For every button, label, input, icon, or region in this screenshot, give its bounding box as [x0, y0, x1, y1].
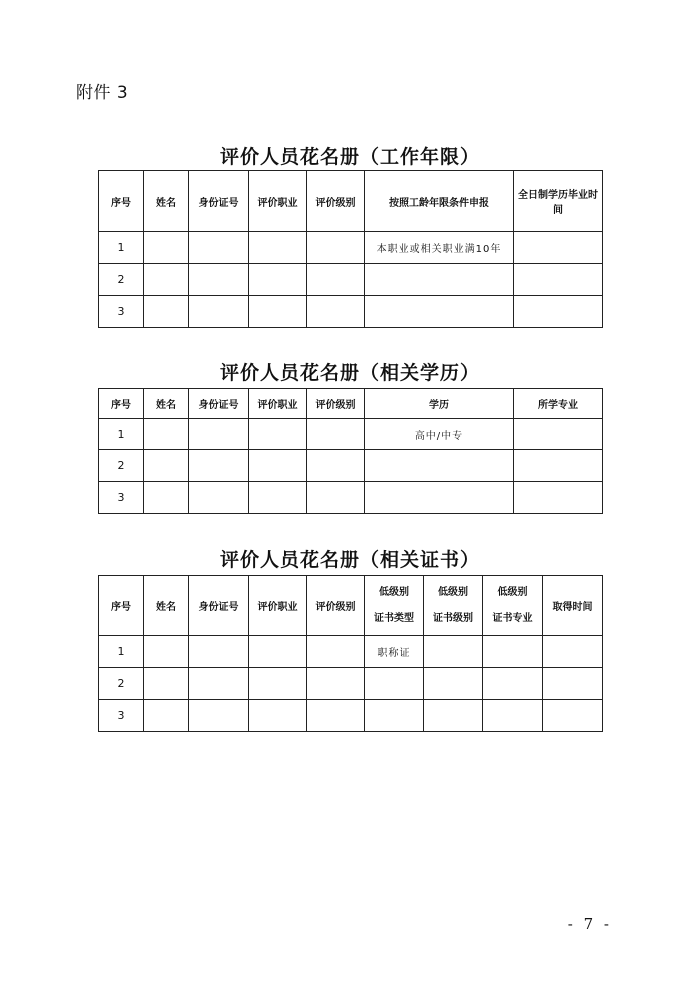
condition-cell[interactable]: [365, 296, 514, 328]
page-number: - 7 -: [567, 915, 612, 933]
roster-table-education: [98, 388, 603, 514]
id-number-cell[interactable]: [189, 700, 249, 732]
header-cell: 评价职业: [249, 171, 307, 232]
row-number-cell: 3: [99, 296, 144, 328]
table-row: [99, 636, 603, 668]
name-cell[interactable]: [144, 264, 189, 296]
condition-cell[interactable]: [365, 264, 514, 296]
table-title-certificates: 评价人员花名册（相关证书）: [219, 549, 480, 571]
row-number-cell: 1: [99, 232, 144, 264]
certificate-level-cell[interactable]: [424, 636, 483, 668]
header-cell: 学历: [365, 389, 514, 419]
id-number-cell[interactable]: [189, 450, 249, 482]
table-row: [99, 700, 603, 732]
table-row: [99, 419, 603, 450]
education-cell[interactable]: [365, 450, 514, 482]
row-number-cell: 1: [99, 419, 144, 450]
id-number-cell[interactable]: [189, 636, 249, 668]
condition-cell[interactable]: 本职业或相关职业满10年: [365, 232, 514, 264]
occupation-cell[interactable]: [249, 482, 307, 514]
header-cell: 序号: [99, 576, 144, 636]
roster-table-work-years: [98, 170, 603, 328]
major-cell[interactable]: [514, 450, 603, 482]
certificate-major-cell[interactable]: [483, 700, 543, 732]
level-cell[interactable]: [307, 296, 365, 328]
certificate-type-cell[interactable]: 职称证: [365, 636, 424, 668]
header-line: 低级别: [379, 586, 409, 598]
header-cell: 全日制学历毕业时间: [514, 171, 603, 232]
header-cell: [424, 576, 483, 636]
education-cell[interactable]: [365, 482, 514, 514]
education-cell[interactable]: 高中/中专: [365, 419, 514, 450]
level-cell[interactable]: [307, 232, 365, 264]
header-line: 证书类型: [374, 612, 414, 624]
id-number-cell[interactable]: [189, 264, 249, 296]
certificate-type-cell[interactable]: [365, 668, 424, 700]
header-cell: 所学专业: [514, 389, 603, 419]
level-cell[interactable]: [307, 636, 365, 668]
graduation-time-cell[interactable]: [514, 232, 603, 264]
header-cell: 评价职业: [249, 576, 307, 636]
header-line: 低级别: [497, 586, 528, 598]
level-cell[interactable]: [307, 700, 365, 732]
table-row: [99, 450, 603, 482]
header-cell: 评价级别: [307, 389, 365, 419]
header-line: 证书专业: [492, 612, 533, 624]
table-row: [99, 232, 603, 264]
attachment-label: 附件 3: [76, 83, 129, 103]
occupation-cell[interactable]: [249, 668, 307, 700]
id-number-cell[interactable]: [189, 232, 249, 264]
header-cell: 评价职业: [249, 389, 307, 419]
certificate-type-cell[interactable]: [365, 700, 424, 732]
header-cell: 身份证号: [189, 576, 249, 636]
header-cell: 身份证号: [189, 389, 249, 419]
name-cell[interactable]: [144, 482, 189, 514]
table-row: [99, 482, 603, 514]
header-cell: 姓名: [144, 389, 189, 419]
occupation-cell[interactable]: [249, 419, 307, 450]
name-cell[interactable]: [144, 700, 189, 732]
table-header-row: [99, 576, 603, 636]
header-cell: 姓名: [144, 576, 189, 636]
obtained-time-cell[interactable]: [543, 668, 603, 700]
certificate-level-cell[interactable]: [424, 700, 483, 732]
table-row: [99, 264, 603, 296]
header-cell: 取得时间: [543, 576, 603, 636]
table-title-work-years: 评价人员花名册（工作年限）: [219, 146, 480, 168]
row-number-cell: 2: [99, 450, 144, 482]
level-cell[interactable]: [307, 668, 365, 700]
name-cell[interactable]: [144, 668, 189, 700]
name-cell[interactable]: [144, 636, 189, 668]
row-number-cell: 3: [99, 700, 144, 732]
table-header-row: [99, 389, 603, 419]
occupation-cell[interactable]: [249, 700, 307, 732]
occupation-cell[interactable]: [249, 296, 307, 328]
name-cell[interactable]: [144, 450, 189, 482]
certificate-level-cell[interactable]: [424, 668, 483, 700]
certificate-major-cell[interactable]: [483, 636, 543, 668]
name-cell[interactable]: [144, 296, 189, 328]
header-cell: [365, 576, 424, 636]
table-row: [99, 668, 603, 700]
occupation-cell[interactable]: [249, 450, 307, 482]
row-number-cell: 3: [99, 482, 144, 514]
occupation-cell[interactable]: [249, 264, 307, 296]
obtained-time-cell[interactable]: [543, 636, 603, 668]
header-cell: 序号: [99, 171, 144, 232]
header-cell: [483, 576, 543, 636]
occupation-cell[interactable]: [249, 232, 307, 264]
header-line: 证书级别: [433, 612, 473, 624]
level-cell[interactable]: [307, 419, 365, 450]
level-cell[interactable]: [307, 482, 365, 514]
graduation-time-cell[interactable]: [514, 296, 603, 328]
header-cell: 身份证号: [189, 171, 249, 232]
table-row: [99, 296, 603, 328]
id-number-cell[interactable]: [189, 296, 249, 328]
header-cell: 评价级别: [307, 576, 365, 636]
roster-table-certificates: [98, 575, 603, 732]
header-line: 低级别: [438, 586, 468, 598]
id-number-cell[interactable]: [189, 668, 249, 700]
major-cell[interactable]: [514, 482, 603, 514]
occupation-cell[interactable]: [249, 636, 307, 668]
table-header-row: [99, 171, 603, 232]
graduation-time-cell[interactable]: [514, 264, 603, 296]
id-number-cell[interactable]: [189, 419, 249, 450]
name-cell[interactable]: [144, 232, 189, 264]
row-number-cell: 2: [99, 668, 144, 700]
certificate-major-cell[interactable]: [483, 668, 543, 700]
level-cell[interactable]: [307, 450, 365, 482]
row-number-cell: 1: [99, 636, 144, 668]
table-title-education: 评价人员花名册（相关学历）: [219, 362, 480, 384]
name-cell[interactable]: [144, 419, 189, 450]
header-cell: 按照工龄年限条件申报: [365, 171, 514, 232]
major-cell[interactable]: [514, 419, 603, 450]
row-number-cell: 2: [99, 264, 144, 296]
header-cell: 评价级别: [307, 171, 365, 232]
header-cell: 序号: [99, 389, 144, 419]
id-number-cell[interactable]: [189, 482, 249, 514]
level-cell[interactable]: [307, 264, 365, 296]
obtained-time-cell[interactable]: [543, 700, 603, 732]
header-cell: 姓名: [144, 171, 189, 232]
